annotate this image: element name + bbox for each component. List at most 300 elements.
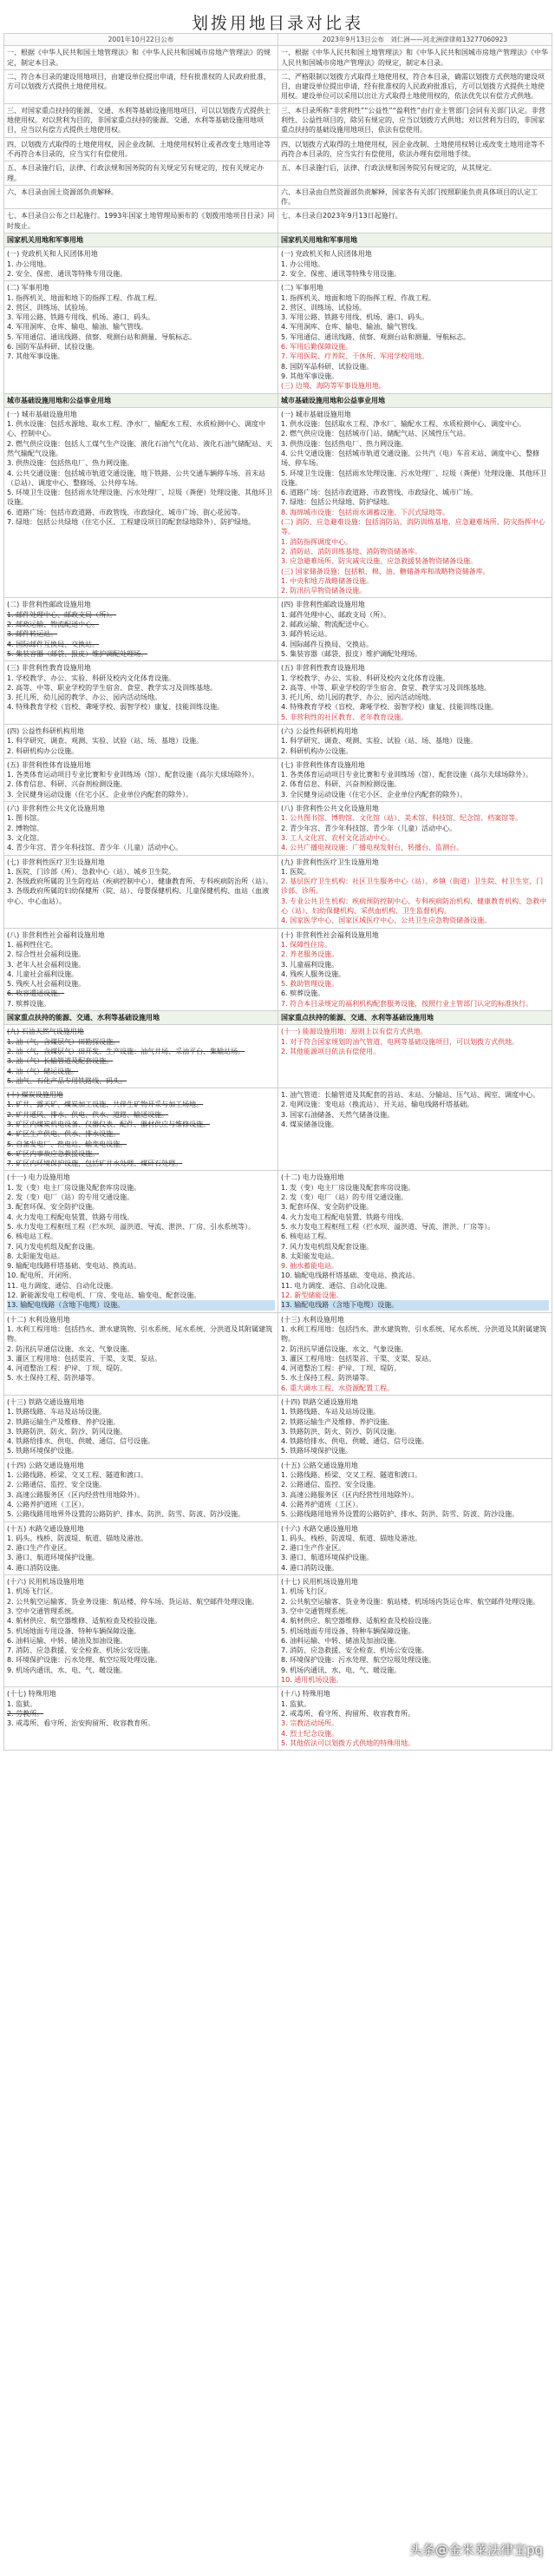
right-item: 3. 配套环保、安全防护设施。 [281,1203,374,1212]
group-right-cell [278,661,552,725]
left-item: 1. 矿井、露天矿、煤炭加工设施、共伴生矿物开采与加工场地。 [7,1101,204,1109]
right-item: 1. 发（变）电主厂房设施及配套库房设施。 [281,1183,415,1192]
right-item: 2. 公共航空运输客、货业务设施：航站楼、机场场内货运仓库、航空邮件处理设施。 [281,1597,540,1606]
left-item: 1. 学校教学、办公、实验、科研及校内文化体育设施。 [7,674,176,682]
right-item: (三) 边境、海防等军事设施用地。 [281,382,386,391]
left-item: 1. 机场飞行区。 [7,1587,58,1596]
right-item: 3. 高速公路服务区（区内经营性用地除外）。 [281,1490,419,1499]
left-item: 2. 发（变）电厂（站）的专用交通设施。 [7,1193,134,1202]
group-row [4,758,552,801]
right-item: (二) 消防、应急避难设施：包括消防站、消防训练基地、应急避难场所、防灾指挥中心等。 [281,518,545,536]
left-item: 4. 河道整治工程：护岸、丁坝、堤防。 [7,1364,127,1373]
right-item: 2. 防汛抗旱通信设施、水文、气象设施。 [281,1344,408,1353]
right-item: 3. 应急避难场所、防灾减灾设施、应急救援装备物资储备设施。 [281,557,478,566]
left-item: 3. 老年人社会福利设施。 [7,960,86,969]
lawyer-note: 刘仁洲——河北洲律律师13277060923 [390,36,508,43]
right-item: 1. 学校教学、办公、实验、科研及校内文化体育设施。 [281,674,450,682]
right-item: 7. 风力发电机组及配套设施。 [281,1242,374,1251]
right-item: 8. 环境保护设施：污水处理、航空垃圾处理设施。 [281,1656,436,1665]
left-item: 1. 监狱。 [7,1699,37,1708]
right-item: 4. 军用洞库、仓库、输电、输油、输气管线。 [281,323,422,332]
right-item: (十三) 水利设施用地 [281,1315,344,1324]
left-item: 2. 油（气，含煤层气）田开发、生产设施：油气井场、采油平台、集输站场。 [7,1047,245,1055]
right-item: 5. 救助管理设施。 [281,980,339,989]
left-item: 3. 邮件转运站。 [7,630,58,639]
right-item: 7. 军用医院、疗养院、干休所、军用学校用地。 [281,352,429,361]
left-item: 4. 儿童社会福利设施。 [7,969,79,978]
right-item: (七) 非营利性体育设施用地 [281,760,365,769]
left-item: 7. 殡葬设施。 [7,999,51,1008]
group-right-cell [278,1521,552,1574]
left-item: 3. 全民健身运动设施（住宅小区、企业单位内配套的除外）。 [7,790,193,798]
left-item: 1. 科学研究、调查、观测、实验、试验（站、场、基地）设施。 [7,737,204,746]
left-item: (二) 非营利性邮政设施用地 [7,601,91,609]
left-item: 1. 码头、栈桥、防波堤、航道、锚地及港池。 [7,1534,148,1542]
left-item: 5. 机场地面专用设备、特种车辆保障设施。 [7,1626,141,1635]
left-item: (五) 非营利性体育设施用地 [7,760,91,769]
left-item: 5. 集装容器（邮袋、报皮）维护调配处理场。 [7,649,148,658]
group-right-cell [278,1458,552,1521]
left-item: 7. 消防、应急救援、安全检查、机场公安设施。 [7,1646,155,1655]
left-item: 4. 特殊教育学校（盲校、聋哑学校、弱智学校）康复、技能训练设施。 [7,703,225,712]
left-item: (十) 煤炭设施用地 [7,1091,63,1100]
group-left-cell [4,281,278,393]
group-row [4,661,552,725]
left-item: 7. 矿区内环境保护设施，包括矿井水处理、煤矸石处理。 [7,1160,183,1168]
left-item: 2. 各级政府所属的卫生防疫站（疾病控制中心）、健康教育所、专科疾病防治所（站）。 [7,877,273,886]
right-item: 1. 机场飞行区。 [281,1587,332,1596]
intro-row [4,103,552,137]
right-item: 5. 环境卫生设施：包括雨水处理设施、污水处理厂、垃圾（粪便）处理设施、其他环卫设施。 [281,469,547,487]
group-left-cell [4,758,278,801]
intro-right-cell: 三、本目录所称“非营利性”“公益性”“盈利性”由行业主管部门会同有关部门认定。非营利性、公益性项目的，除另有规定的，应当以划拨方式供地；对以营利为目的，非国家重点扶持的基础设施用地项目，依法有偿使用。 [278,103,552,137]
group-left-cell [4,1458,278,1521]
right-item: 7. 消防、应急救援、安全检查、机场公安设施。 [281,1646,429,1655]
right-item: 2. 消防站、消防训练基地、消防物资储备库。 [281,547,422,555]
group-right-cell [278,1025,552,1088]
left-item: 5. 环境卫生设施：包括雨水处理设施、污水处理厂、垃圾（粪便）处理设施、其他环卫设施。 [7,489,273,507]
right-item: (十八) 特殊用地 [281,1690,330,1699]
right-item: 4. 港口消防设施。 [281,1563,339,1572]
left-item: (十四) 公路交通设施用地 [7,1461,84,1469]
right-item: 2. 安全、保密、通讯等特殊专用设施。 [281,269,402,278]
section-title-left: 城市基础设施用地和公益事业用地 [4,393,278,407]
left-item: 6. 矿区内事故应急救援设施。 [7,1149,100,1158]
intro-left-cell: 五、本目录施行后，法律、行政法规和国务院的有关规定另有规定的，按有关规定办理。 [4,161,278,186]
right-item: 6. 重大调水工程、水资源配置工程。 [281,1383,395,1392]
left-item: 3. 戒毒所、看守所、治安拘留所、收容教育所。 [7,1719,155,1728]
right-item: 2. 科研机构办公设施。 [281,746,353,755]
intro-right-cell: 五、本目录施行后，法律、行政法规和国务院另有规定的，从其规定。 [278,161,552,186]
left-item: 4. 油（气）储运设施。 [7,1067,79,1075]
intro-left-cell: 七、本目录自公布之日起施行。1993年国家土地管理局颁布的《划拨用地项目目录》同时废止。 [4,209,278,233]
left-item: 1. 各类体育运动项目专业比赛和专业训练场（馆）、配套设施（高尔夫球场除外）。 [7,771,259,779]
right-item: 2. 燃气供应设施：包括城市门站、储配气站、区域性压气站。 [281,430,471,438]
right-item: 10. 通用机场设施。 [281,1676,343,1685]
group-right-cell [278,758,552,801]
group-right-cell [278,802,552,855]
right-item: 4. 特殊教育学校（盲校、聋哑学校、弱智学校）康复、技能训练设施。 [281,703,499,712]
intro-right-cell: 一、根据《中华人民共和国土地管理法》和《中华人民共和国城市房地产管理法》《中华人民共和国城市房地产管理法》的规定，制定本目录。 [278,46,552,70]
right-item: (十一) 能源设施用地：原则上以有偿方式供地。 [281,1028,428,1036]
section-title-right: 国家重点扶持的能源、交通、水利等基础设施用地 [278,1011,552,1025]
left-item: 4. 铁路给排水、供电、供暖、通信、信号设施。 [7,1437,155,1446]
group-row [4,855,552,928]
group-right-cell [278,407,552,598]
left-item: (四) 公益性科研机构用地 [7,727,84,735]
group-left-cell [4,1171,278,1312]
right-item: (一) 城市基础设施用地 [281,410,351,418]
left-item: 4. 火力发电工程配电装置、铁路专用线。 [7,1212,134,1221]
right-item: 3. 工人文化宫、农村文化活动中心。 [281,833,395,842]
right-item: 4. 公共交通设施：包括城市轨道交通设施、公共汽（电）车首末站、调度中心、整修场、停车场。 [281,449,540,468]
intro-right-cell: 四、以划拨方式取得的土地使用权，因企业改制、土地使用权转让或改变土地用途等不再符合本目录的，应当实行有偿使用，依法办理有偿用地手续。 [278,137,552,161]
group-left-cell [4,1396,278,1459]
left-item: 4. 航材供应、航空器维修、适航检查及校验设施。 [7,1617,162,1626]
right-item: 1. 各类体育运动项目专业比赛和专业训练场（馆）、配套设施（高尔夫球场除外）。 [281,771,533,779]
left-item: 1. 邮件处理中心、邮政支局（所）。 [7,610,117,619]
left-item: 4. 公共交通设施：包括城市轨道交通设施，地下铁路、公共交通车辆停车场、首末站（总站）、调度中心、整修场、公共停车场。 [7,469,266,487]
group-left-cell [4,928,278,1010]
left-item: 3. 灌区工程用地：包括渠首、干渠、支渠、泵站。 [7,1354,162,1363]
intro-left-cell: 六、本目录由国土资源部负责解释。 [4,185,278,209]
section-title-left: 国家机关用地和军事用地 [4,233,278,247]
left-item: 9. 机场内通讯、水、电、气、暖设施。 [7,1666,127,1674]
right-item: 1. 指挥机关、地面和地下的指挥工程、作战工程。 [281,293,436,302]
intro-row [4,185,552,209]
right-item: 5. 水土保持工程、防洪墙等。 [281,1374,374,1383]
group-left-cell [4,247,278,281]
right-item: 1. 供水设施：包括取水工程、净水厂、输配水工程、水质检测中心、调度中心。 [281,420,526,429]
right-item: 3. 铁路防洪、防火、防沙、防风设施。 [281,1427,402,1436]
section-header-row [4,1011,552,1025]
group-right-cell [278,1171,552,1312]
group-left-cell [4,1025,278,1088]
group-right-cell [278,1088,552,1171]
right-item: 9. 抽水蓄能电站。 [281,1262,339,1271]
left-item: (一) 党政机关和人民团体用地 [7,250,98,259]
right-item: 2. 养老服务设施。 [281,950,339,959]
right-item: (六) 公益性科研机构用地 [281,727,358,735]
group-left-cell [4,1312,278,1395]
left-item: 6. 国防军品科研、试验设施。 [7,343,100,352]
right-item: (五) 非营利性教育设施用地 [281,664,365,673]
right-item: 4. 公路养护道班（工区）。 [281,1500,363,1508]
right-item: 3. 宗教活动场所。 [281,1719,339,1728]
left-item: 2. 综合性社会福利设施。 [7,950,86,959]
right-item: 6. 核电站工程。 [281,1232,332,1241]
left-item: 3. 各级政府所属的妇幼保健所（院、站）、母婴保健机构、儿童保健机构、血站（血液中心、中心血站）。 [7,887,270,905]
left-item: (二) 军事用地 [7,284,49,292]
left-item: 1. 福利性住宅。 [7,940,58,949]
right-item: 1. 保障性住房。 [281,940,332,949]
right-item: 5. 公路线路用地界外设置的公路防护、排水、防洪、防雪、防波、防沙设施。 [281,1510,519,1519]
group-row [4,725,552,759]
left-item: 8. 环境保护设施：污水处理、航空垃圾处理设施。 [7,1656,162,1665]
right-item: 3. 灌区工程用地：包括渠首、干渠、支渠、泵站。 [281,1354,436,1363]
right-item: 6. 油料运输、中转、储油及加油设施。 [281,1636,402,1645]
group-row [4,1521,552,1574]
document-title: 划拨用地目录对比表 [191,14,363,33]
right-item: 2. 戒毒所、看守所、拘留所、收容教育所。 [281,1709,415,1718]
left-item: 1. 水利工程用地：包括挡水、泄水建筑物、引水系统、尾水系统、分洪道及其附属建筑物。 [7,1324,273,1344]
group-row [4,1396,552,1459]
right-item: 3. 国家石油储备、天然气储备设施。 [281,1110,395,1119]
group-right-cell [278,281,552,393]
left-item: 1. 指挥机关、地面和地下的指挥工程、作战工程。 [7,293,162,302]
left-item: 1. 医院、门诊部（所）、急救中心（站）、城乡卫生院。 [7,867,176,876]
left-item: 8. 太阳能发电站。 [7,1252,65,1260]
group-row [4,1687,552,1751]
left-item: 1. 油（气，含煤层气）田勘探设施。 [7,1037,121,1046]
group-right-cell [278,725,552,759]
right-item: (十七) 民用机场设施用地 [281,1578,358,1587]
left-item: 2. 营区、训练场、试验场。 [7,303,93,312]
left-item: 3. 港口、航道环境保护设施。 [7,1554,100,1562]
right-item: 5. 其他依法可以划拨方式供地的特殊用地。 [281,1738,415,1747]
right-item: 11. 电力调度、通信、自动化设施。 [281,1281,392,1290]
right-item: (十四) 铁路交通设施用地 [281,1398,358,1406]
intro-row [4,46,552,70]
left-item: 2. 安全、保密、通讯等特殊专用设施。 [7,269,127,278]
group-left-cell [4,855,278,928]
right-column-header-date: 2023年9月13日公布 [322,36,384,43]
right-item: 2. 公路通信、监控、安全设施。 [281,1481,381,1489]
left-item: (十一) 电力设施用地 [7,1173,70,1182]
intro-row [4,209,552,233]
right-item: 2. 邮政运输、物流配送中心。 [281,621,374,629]
left-item: (三) 非营利性教育设施用地 [7,664,91,673]
group-left-cell [4,1521,278,1574]
right-item: 3. 邮件转运站。 [281,630,332,639]
right-item: 2. 青少年宫、青少年科技馆、青少年（儿童）活动中心。 [281,824,457,832]
group-row [4,928,552,1010]
right-item: 4. 火力发电工程配电装置、铁路专用线。 [281,1212,408,1221]
left-item: 2. 高等、中等、职业学校的学生宿舍、食堂、教学实习及训练基地。 [7,683,218,692]
right-item: 2. 基层医疗卫生机构：社区卫生服务中心（站）、乡镇（街道）卫生院、村卫生室、门诊部、诊所。 [281,877,544,896]
left-item: 2. 体育信息、科研、兴奋剂检测设施。 [7,780,127,789]
left-item: (七) 非营利性医疗卫生设施用地 [7,858,105,866]
left-item: 6. 道路广场：包括市政道路、市政管线、市政绿化、城市广场、街心花园等。 [7,508,245,516]
right-item: 4. 煤炭储备设施。 [281,1120,339,1128]
group-left-cell [4,1687,278,1751]
right-item: 1. 铁路线路、车站及站场设施。 [281,1408,381,1416]
group-right-cell [278,855,552,928]
left-item: 7. 绿地：包括公共绿地（住宅小区、工程建设项目的配套绿地除外）、防护绿地。 [7,518,256,527]
left-item: 2. 矿井通风、排水、供电、供水、道路、输送设施。 [7,1110,169,1119]
right-item: 1. 码头、栈桥、防波堤、航道、锚地及港池。 [281,1534,422,1542]
right-item: 1. 办公用地。 [281,260,325,268]
group-right-cell [278,247,552,281]
left-item: 5. 残疾人社会福利设施。 [7,980,86,989]
right-item: 1. 公路线路、桥梁、交叉工程、隧道和渡口。 [281,1471,422,1480]
right-item: (十二) 电力设施用地 [281,1173,344,1182]
section-title-right: 城市基础设施用地和公益事业用地 [278,393,552,407]
right-item: 10. 输配电线路杆塔基础、变电站、换流站。 [281,1272,420,1280]
right-item: (十五) 公路交通设施用地 [281,1461,358,1469]
right-item: (八) 非营利性公共文化设施用地 [281,805,379,813]
left-item: 3. 油（气）长输管道及配套设施。 [7,1057,114,1066]
right-item: 8. 国防军品科研、试验设施。 [281,362,374,371]
section-header-row [4,233,552,247]
right-item: 4. 航材供应、航空器维修、适航检查及校验设施。 [281,1617,436,1626]
left-item: (九) 石油天然气设施用地 [7,1028,84,1036]
left-item: 3. 文化馆。 [7,833,44,842]
intro-left-cell: 四、以划拨方式取得的土地使用权，因企业改制、土地使用权转让或者改变土地用途等不再符合本目录的，应当实行有偿使用。 [4,137,278,161]
left-item: 4. 青少年宫、青少年科技馆、青少年（儿童）活动中心。 [7,844,183,852]
right-item: 3. 托儿所、幼儿园的教学、办公、园内活动场地。 [281,693,436,702]
left-item: 2. 铁路运输生产及维修、养护设施。 [7,1417,121,1426]
right-item: 2. 铁路运输生产及维修、养护设施。 [281,1417,395,1426]
left-item: 2. 公共航空运输客、货业务设施：航站楼、停车场、货运站、航空邮件处理设施。 [7,1597,259,1606]
left-item: 3. 配套环保、安全防护设施。 [7,1203,100,1212]
group-row [4,598,552,661]
left-item: 2. 港口生产作业区。 [7,1544,72,1553]
right-item: 4. 公共广播电视设施：广播电视发射台、转播台、监测台。 [281,844,464,852]
group-row [4,247,552,281]
right-item: 6. 殡葬设施。 [281,989,325,998]
left-item: 2. 防汛抗旱通信设施、水文、气象设施。 [7,1344,134,1353]
left-item: 1. 公路线路、桥梁、交叉工程、隧道和渡口。 [7,1471,148,1480]
group-row [4,802,552,855]
right-item: 2. 电网设施：变电站（换流站）、开关站、输电线路杆塔基础。 [281,1101,474,1109]
intro-row [4,137,552,161]
right-item: 1. 中央和地方战略储备设施。 [281,576,374,585]
right-item: 5. 军用通信、通讯线路、侦察、观测台站和测量、导航标志。 [281,332,471,341]
comparison-body [4,34,552,1751]
right-item: 4. 河道整治工程：护岸、丁坝、堤防。 [281,1364,402,1373]
left-item: 1. 铁路线路、车站及站场设施。 [7,1408,107,1416]
right-item: 1. 对于符合国家规划的油气管道、电网等基础设施项目，可以划拨方式供地。 [281,1037,519,1046]
intro-right-cell: 六、本目录由自然资源部负责解释，国家各有关部门按照职能负责具体项目的认定工作。 [278,185,552,209]
group-left-cell [4,1088,278,1171]
left-item: 1. 供水设施：包括水源地、取水工程、净水厂、输配水工程、水质检测中心、调度中心、控制中心。 [7,420,266,438]
right-item: 2. 防汛抗旱物资储备设施。 [281,587,367,595]
right-item: 8. 海绵城市设施：包括雨水调蓄设施、下沉式绿地等。 [281,508,450,516]
right-item: 4. 烈士纪念设施。 [281,1729,339,1738]
left-item: 5. 油气、石化产品专用铁路线、码头。 [7,1076,127,1085]
section-title-left: 国家重点扶持的能源、交通、水利等基础设施用地 [4,1011,278,1025]
left-item: 3. 托儿所、幼儿园的教学、办公、园内活动场地。 [7,693,162,702]
left-item: 6. 收容遣送设施。 [7,989,65,998]
right-item: 5. 铁路环境保护设施。 [281,1447,353,1456]
group-row [4,1312,552,1395]
left-item: 1. 发（变）电主厂房设施及配套库房设施。 [7,1183,141,1192]
left-item: (十二) 水利设施用地 [7,1315,70,1324]
right-item: 4. 铁路给排水、供电、供暖、通信、信号设施。 [281,1437,429,1446]
right-item: 3. 军用公路、铁路专用线、机场、港口、码头。 [281,313,429,322]
left-item: 2. 燃气供应设施：包括人工煤气生产设施、液化石油气气化站、液化石油气储配站、天然气输配气设施。 [7,439,273,457]
right-item: 3. 全民健身运动设施（住宅小区、企业单位内配套的除外）。 [281,790,467,798]
group-left-cell [4,725,278,759]
right-item: 9. 机场内通讯、水、电、气、暖设施。 [281,1666,402,1674]
right-item: 2. 高等、中等、职业学校的学生宿舍、食堂、教学实习及训练基地。 [281,683,492,692]
right-item: 8. 太阳能发电站。 [281,1252,339,1260]
right-item: (二) 军事用地 [281,284,323,292]
group-left-cell [4,1575,278,1687]
group-right-cell [278,928,552,1010]
right-item: 5. 机场地面专用设备、特种车辆保障设施。 [281,1626,415,1635]
left-item: 2. 邮政运输、物流配送中心。 [7,621,100,629]
group-right-cell [278,1312,552,1395]
left-item: (十五) 水路交通设施用地 [7,1524,84,1533]
left-item: 3. 军用公路、铁路专用线、机场、港口、码头。 [7,313,155,322]
left-item: 1. 办公用地。 [7,260,51,268]
right-item: 1. 公共图书馆、博物馆、文化馆（站）、美术馆、科技馆、纪念馆、档案馆等。 [281,814,523,823]
right-item: (十六) 水路交通设施用地 [281,1524,358,1533]
left-item: 3. 高速公路服务区（区内经营性用地除外）。 [7,1490,145,1499]
right-item: 5. 非营利性的社区教育、老年教育设施。 [281,713,408,721]
right-item: 1. 消防指挥调度中心。 [281,537,353,546]
right-item: 13. 输配电线路（含地下电缆）设施。 [281,1300,549,1310]
left-item: 2. 科研机构办公设施。 [7,746,79,755]
left-item: 5. 公路线路用地界外设置的公路防护、排水、防洪、防雪、防波、防沙设施。 [7,1510,245,1519]
group-row [4,1025,552,1088]
left-item: 11. 电力调度、通信、自动化设施。 [7,1281,118,1290]
right-item: (九) 非营利性医疗卫生设施用地 [281,858,379,866]
left-item: 4. 港口消防设施。 [7,1563,65,1572]
left-item: 5. 水力发电工程枢纽工程（拦水坝、溢洪道、导流、泄洪、厂房、引水系统等）。 [7,1222,256,1231]
right-item: 12. 新型储能设施。 [281,1291,343,1300]
left-item: 3. 矿区内煤炭机电设备、仪器仪表、配件、器材供应与维修设施。 [7,1120,211,1128]
right-item: 1. 邮件处理中心、邮政支局（所）。 [281,610,391,619]
right-item: 3. 空中交通管理系统。 [281,1607,353,1615]
left-item: 1. 图书馆。 [7,814,44,823]
comparison-table [3,33,552,1751]
left-item: 4. 军用洞库、仓库、输电、输油、输气管线。 [7,323,148,332]
group-right-cell [278,1575,552,1687]
left-item: (八) 非营利性社会福利设施用地 [7,930,105,939]
group-left-cell [4,598,278,661]
intro-right-cell: 二、严格限制以划拨方式取得土地使用权，符合本目录，确需以划拨方式供地的建设项目，由建设单位提出申请，经有批准权的人民政府批准后，方可以划拨方式提供土地使用权。建设单位可以采用以出让方式取得土地使用权的，依法优先以有偿方式供地。 [278,69,552,103]
right-item: 6. 军用后勤保障设施。 [281,343,353,352]
group-right-cell [278,1396,552,1459]
intro-left-cell: 三、对国家重点扶持的能源、交通、水利等基础设施用地项目，可以以划拨方式提供土地使用权。对以营利为目的，非国家重点扶持的能源、交通、水利等基础设施用地项目，应当以有偿方式提供土地使用权。 [4,103,278,137]
left-item: 3. 铁路防洪、防火、防沙、防风设施。 [7,1427,127,1436]
left-item: 5. 军用通信、通讯线路、侦察、观测台站和测量、导航标志。 [7,332,197,341]
left-item: (六) 非营利性公共文化设施用地 [7,805,105,813]
right-item: (一) 党政机关和人民团体用地 [281,250,372,259]
right-item: 9. 其他军事设施。 [281,371,339,380]
left-item: 13. 输配电线路（含地下电缆）设施。 [7,1300,275,1310]
right-item: 4. 残疾人服务设施。 [281,969,346,978]
left-item: (十六) 民用机场设施用地 [7,1578,84,1587]
left-item: 7. 其他军事设施。 [7,352,65,361]
group-row [4,281,552,393]
group-row [4,407,552,598]
left-item: (十三) 铁路交通设施用地 [7,1398,84,1406]
group-left-cell [4,407,278,598]
watermark: 头条@金米莱法律宝pq [408,2542,543,2558]
group-right-cell [278,598,552,661]
right-item: 5. 水力发电工程枢纽工程（拦水坝、溢洪道、导流、泄洪、厂房等）。 [281,1222,495,1231]
right-item: (四) 非营利性邮政设施用地 [281,601,365,609]
left-item: 6. 核电站工程。 [7,1232,58,1241]
left-item: 5. 水土保持工程、防洪墙等。 [7,1374,100,1383]
group-left-cell [4,802,278,855]
left-item: 2. 公路通信、监控、安全设施。 [7,1481,107,1489]
right-item: 2. 港口生产作业区。 [281,1544,346,1553]
intro-left-cell: 二、符合本目录的建设用地项目，由建设单位提出申请，经有批准权的人民政府批准，方可以划拨方式提供土地使用权。 [4,69,278,103]
right-item: 1. 科学研究、调查、观测、实验、试验（站、场、基地）设施。 [281,737,478,746]
right-item: 6. 道路广场：包括市政道路、市政管线、市政绿化、城市广场。 [281,489,478,497]
left-item: (一) 城市基础设施用地 [7,410,77,418]
right-item: 2. 发（变）电厂（站）的专用交通设施。 [281,1193,408,1202]
intro-right-cell: 七、本目录自2023年9月13日起施行。 [278,209,552,233]
right-column-header [278,34,552,46]
right-item: 2. 体育信息、科研、兴奋剂检测设施。 [281,780,402,789]
section-header-row [4,393,552,407]
